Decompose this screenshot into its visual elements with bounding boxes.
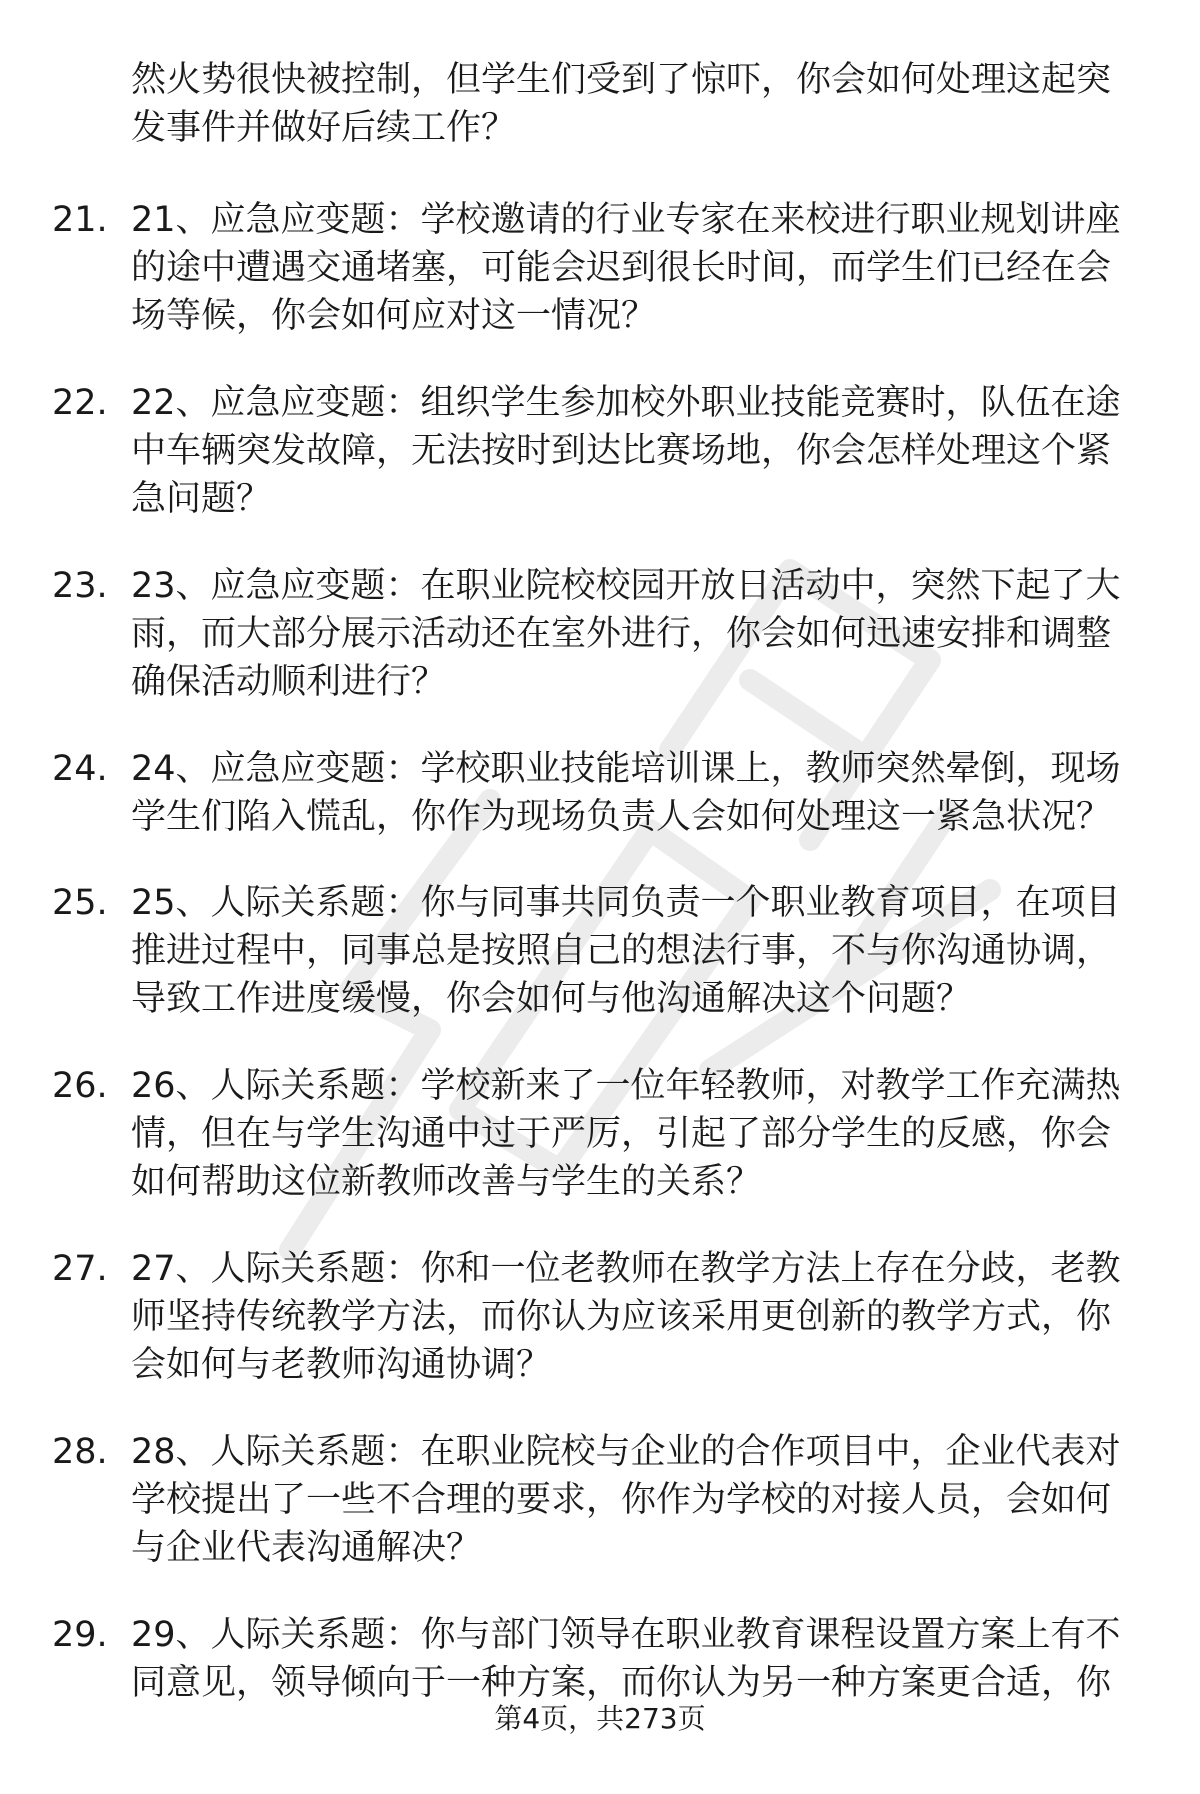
question-item-26 xyxy=(0,1062,1200,1245)
question-number: 27. xyxy=(52,1249,108,1289)
question-number: 25. xyxy=(52,883,108,923)
question-item-21 xyxy=(0,196,1200,379)
question-list xyxy=(0,196,1200,1794)
question-item-28 xyxy=(0,1428,1200,1611)
question-item-22 xyxy=(0,379,1200,562)
page-number-footer: 第4页，共273页 xyxy=(494,1702,706,1735)
question-text: 28、人际关系题：在职业院校与企业的合作项目中，企业代表对学校提出了一些不合理的要求，你作为学校的对接人员，会如何与企业代表沟通解决？ xyxy=(131,1432,1121,1568)
question-text: 21、应急应变题：学校邀请的行业专家在来校进行职业规划讲座的途中遭遇交通堵塞，可能会迟到很长时间，而学生们已经在会场等候，你会如何应对这一情况？ xyxy=(131,200,1121,336)
question-item-23 xyxy=(0,562,1200,745)
question-number: 28. xyxy=(52,1432,108,1472)
question-number: 29. xyxy=(52,1615,108,1655)
question-text: 27、人际关系题：你和一位老教师在教学方法上存在分歧，老教师坚持传统教学方法，而你认为应该采用更创新的教学方式，你会如何与老教师沟通协调？ xyxy=(131,1249,1121,1385)
question-item-27 xyxy=(0,1245,1200,1428)
question-text: 29、人际关系题：你与部门领导在职业教育课程设置方案上有不同意见，领导倾向于一种方案，而你认为另一种方案更合适，你 xyxy=(131,1615,1121,1703)
question-text: 23、应急应变题：在职业院校校园开放日活动中，突然下起了大雨，而大部分展示活动还在室外进行，你会如何迅速安排和调整确保活动顺利进行？ xyxy=(131,566,1121,702)
question-text: 24、应急应变题：学校职业技能培训课上，教师突然晕倒，现场学生们陷入慌乱，你作为现场负责人会如何处理这一紧急状况？ xyxy=(131,749,1121,837)
question-number: 24. xyxy=(52,749,108,789)
question-item-24 xyxy=(0,745,1200,879)
question-number: 23. xyxy=(52,566,108,606)
question-text: 26、人际关系题：学校新来了一位年轻教师，对教学工作充满热情，但在与学生沟通中过于严厉，引起了部分学生的反感，你会如何帮助这位新教师改善与学生的关系？ xyxy=(131,1066,1121,1202)
question-text: 25、人际关系题：你与同事共同负责一个职业教育项目，在项目推进过程中，同事总是按照自己的想法行事，不与你沟通协调，导致工作进度缓慢，你会如何与他沟通解决这个问题？ xyxy=(131,883,1121,1019)
question-number: 26. xyxy=(52,1066,108,1106)
continued-question-text: 然火势很快被控制，但学生们受到了惊吓，你会如何处理这起突发事件并做好后续工作？ xyxy=(131,60,1112,148)
question-text: 22、应急应变题：组织学生参加校外职业技能竞赛时，队伍在途中车辆突发故障，无法按时到达比赛场地，你会怎样处理这个紧急问题？ xyxy=(131,383,1121,519)
question-item-25 xyxy=(0,879,1200,1062)
question-number: 22. xyxy=(52,383,108,423)
question-number: 21. xyxy=(52,200,108,240)
